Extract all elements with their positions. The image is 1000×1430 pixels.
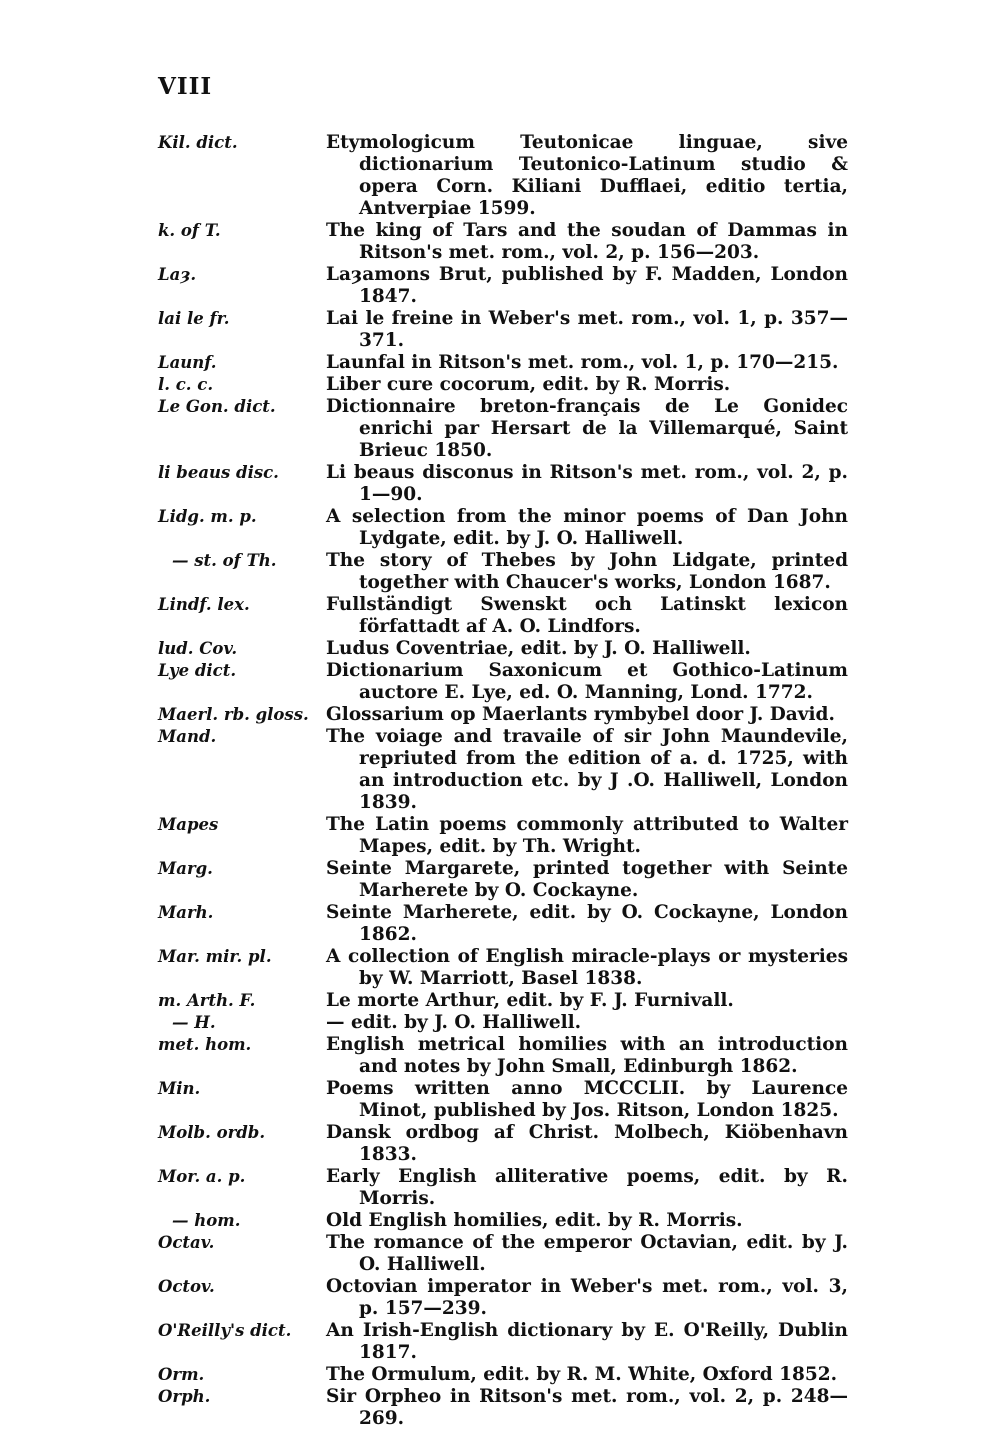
entry-abbreviation: Maerl. rb. gloss. — [158, 705, 309, 724]
entry-abbreviation: — hom. — [172, 1211, 241, 1230]
list-item — [158, 858, 848, 902]
list-item — [158, 1012, 848, 1034]
entry-description: The voiage and travaile of sir John Maundevile, repriuted from the edition of a. d. 1725, with an introduction etc. by J .O. Halliwell, London 1839. — [326, 726, 848, 813]
list-item — [158, 1166, 848, 1210]
entry-abbreviation: lud. Cov. — [158, 639, 238, 658]
entry-abbreviation: m. Arth. F. — [158, 991, 256, 1010]
list-item — [158, 1034, 848, 1078]
entry-abbreviation: Le Gon. dict. — [158, 397, 276, 416]
entry-description: Dansk ordbog af Christ. Molbech, Kiöbenhavn 1833. — [326, 1122, 848, 1165]
entry-description: Early English alliterative poems, edit. by R. Morris. — [326, 1166, 848, 1209]
entry-description: Laȝamons Brut, published by F. Madden, London 1847. — [326, 264, 848, 307]
list-item — [158, 374, 848, 396]
entry-abbreviation: Mand. — [158, 727, 217, 746]
entry-description: Liber cure cocorum, edit. by R. Morris. — [326, 374, 731, 395]
entry-description: Seinte Margarete, printed together with Seinte Marherete by O. Cockayne. — [326, 858, 848, 901]
list-item — [158, 1364, 848, 1386]
entry-description: The romance of the emperor Octavian, edit. by J. O. Halliwell. — [326, 1232, 848, 1275]
list-item — [158, 1232, 848, 1276]
entry-abbreviation: O'Reilly's dict. — [158, 1321, 292, 1340]
entry-abbreviation: Min. — [158, 1079, 201, 1098]
entry-description: Dictionarium Saxonicum et Gothico-Latinum auctore E. Lye, ed. O. Manning, Lond. 1772. — [326, 660, 848, 703]
entry-abbreviation: Mor. a. p. — [158, 1167, 246, 1186]
entry-abbreviation: Lidg. m. p. — [158, 507, 257, 526]
list-item — [158, 132, 848, 220]
entry-description: The king of Tars and the soudan of Dammas in Ritson's met. rom., vol. 2, p. 156—203. — [326, 220, 848, 263]
entry-description: Fullständigt Swenskt och Latinskt lexicon författadt af A. O. Lindfors. — [326, 594, 848, 637]
entry-abbreviation: lai le fr. — [158, 309, 230, 328]
list-item — [158, 220, 848, 264]
list-item — [158, 1078, 848, 1122]
entry-description: The story of Thebes by John Lidgate, printed together with Chaucer's works, London 1687. — [326, 550, 848, 593]
list-item — [158, 264, 848, 308]
entry-abbreviation: k. of T. — [158, 221, 221, 240]
entry-description: Old English homilies, edit. by R. Morris. — [326, 1210, 743, 1231]
entry-description: English metrical homilies with an introduction and notes by John Small, Edinburgh 1862. — [326, 1034, 848, 1077]
list-item — [158, 308, 848, 352]
entry-description: Glossarium op Maerlants rymbybel door J. David. — [326, 704, 835, 725]
list-item — [158, 990, 848, 1012]
entry-description: A selection from the minor poems of Dan John Lydgate, edit. by J. O. Halliwell. — [326, 506, 848, 549]
list-item — [158, 660, 848, 704]
entry-abbreviation: Launf. — [158, 353, 217, 372]
list-item — [158, 506, 848, 550]
entry-description: Dictionnaire breton-français de Le Gonidec enrichi par Hersart de la Villemarqué, Saint Brieuc 1850. — [326, 396, 848, 461]
entry-description: Le morte Arthur, edit. by F. J. Furnivall. — [326, 990, 734, 1011]
entry-abbreviation: Molb. ordb. — [158, 1123, 266, 1142]
list-item — [158, 946, 848, 990]
list-item — [158, 704, 848, 726]
entry-description: An Irish-English dictionary by E. O'Reilly, Dublin 1817. — [326, 1320, 848, 1363]
entry-description: Poems written anno MCCCLII. by Laurence Minot, published by Jos. Ritson, London 1825. — [326, 1078, 848, 1121]
entry-abbreviation: Laȝ. — [158, 265, 197, 284]
list-item — [158, 352, 848, 374]
entry-abbreviation: — H. — [172, 1013, 216, 1032]
entry-abbreviation: li beaus disc. — [158, 463, 279, 482]
list-item — [158, 1122, 848, 1166]
list-item — [158, 814, 848, 858]
entry-description: A collection of English miracle-plays or mysteries by W. Marriott, Basel 1838. — [326, 946, 848, 989]
entry-abbreviation: Octov. — [158, 1277, 215, 1296]
entry-abbreviation: Lye dict. — [158, 661, 237, 680]
entry-abbreviation: Marg. — [158, 859, 213, 878]
entry-abbreviation: Mapes — [158, 815, 219, 834]
entry-description: Ludus Coventriae, edit. by J. O. Halliwell. — [326, 638, 751, 659]
entry-description: Etymologicum Teutonicae linguae, sive dictionarium Teutonico-Latinum studio & opera Corn. Kiliani Dufflaei, editio tertia, Antverpiae 1599. — [326, 132, 848, 219]
list-item — [158, 1276, 848, 1320]
entry-abbreviation: met. hom. — [158, 1035, 252, 1054]
entry-description: Sir Orpheo in Ritson's met. rom., vol. 2, p. 248—269. — [326, 1386, 848, 1429]
list-item — [158, 594, 848, 638]
entry-abbreviation: Lindf. lex. — [158, 595, 250, 614]
entry-abbreviation: Orph. — [158, 1387, 211, 1406]
entry-description: — edit. by J. O. Halliwell. — [326, 1012, 582, 1033]
entry-abbreviation: l. c. c. — [158, 375, 214, 394]
entry-abbreviation: Kil. dict. — [158, 133, 238, 152]
entry-abbreviation: Mar. mir. pl. — [158, 947, 272, 966]
list-item — [158, 462, 848, 506]
list-item — [158, 550, 848, 594]
list-item — [158, 1320, 848, 1364]
abbreviation-list — [158, 132, 848, 1430]
entry-abbreviation: Marh. — [158, 903, 214, 922]
list-item — [158, 1210, 848, 1232]
page-number: VIII — [158, 73, 213, 100]
entry-abbreviation: — st. of Th. — [172, 551, 277, 570]
entry-description: Launfal in Ritson's met. rom., vol. 1, p. 170—215. — [326, 352, 839, 373]
entry-description: Lai le freine in Weber's met. rom., vol. 1, p. 357—371. — [326, 308, 848, 351]
entry-description: The Latin poems commonly attributed to Walter Mapes, edit. by Th. Wright. — [326, 814, 848, 857]
list-item — [158, 1386, 848, 1430]
list-item — [158, 396, 848, 462]
entry-description: Seinte Marherete, edit. by O. Cockayne, London 1862. — [326, 902, 848, 945]
list-item — [158, 902, 848, 946]
entry-description: Octovian imperator in Weber's met. rom., vol. 3, p. 157—239. — [326, 1276, 848, 1319]
entry-description: The Ormulum, edit. by R. M. White, Oxford 1852. — [326, 1364, 838, 1385]
entry-abbreviation: Octav. — [158, 1233, 215, 1252]
entry-abbreviation: Orm. — [158, 1365, 205, 1384]
entry-description: Li beaus disconus in Ritson's met. rom., vol. 2, p. 1—90. — [326, 462, 848, 505]
list-item — [158, 638, 848, 660]
list-item — [158, 726, 848, 814]
